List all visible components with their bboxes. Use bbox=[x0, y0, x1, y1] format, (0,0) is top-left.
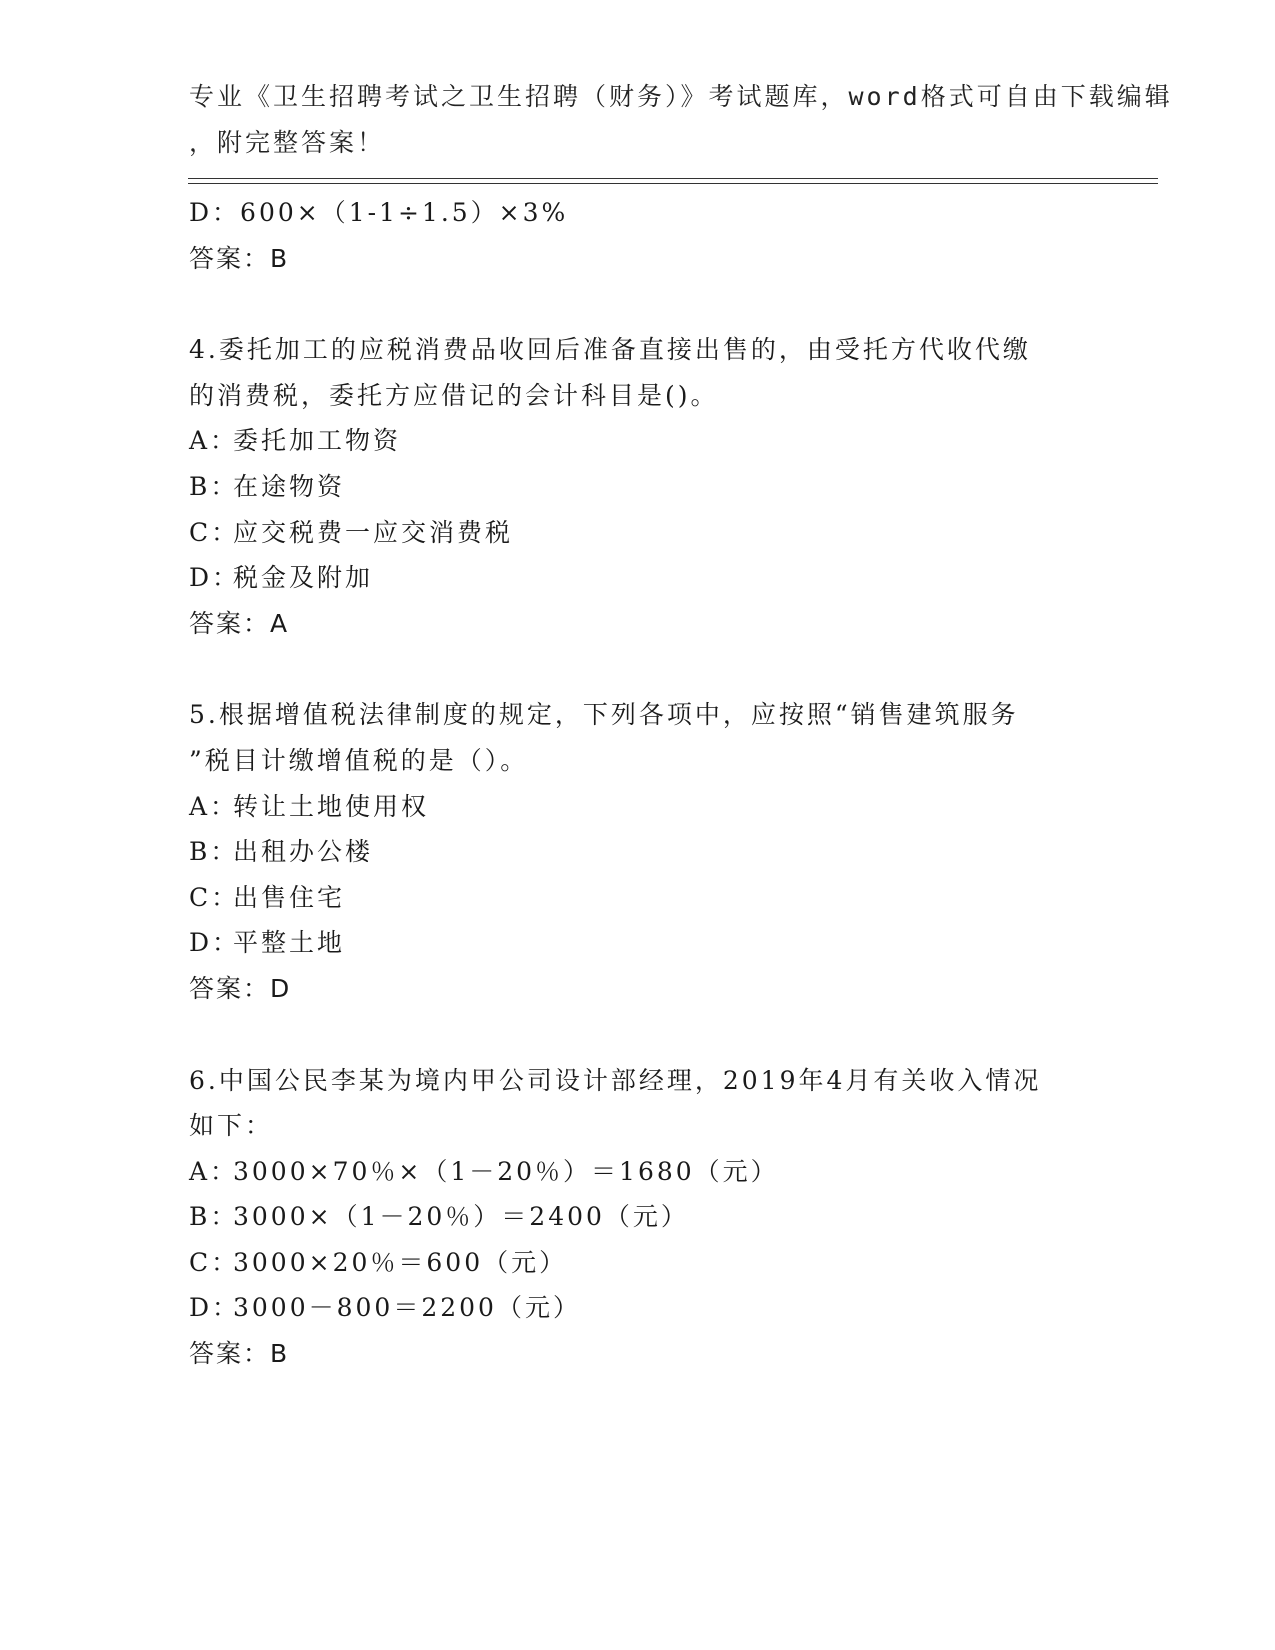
carryover-option-d: D：600×（1-1÷1.5）×3% bbox=[189, 198, 569, 227]
header-divider-bottom bbox=[188, 183, 1158, 184]
option-letter: C： bbox=[189, 882, 240, 912]
question-stem-line: 如下： bbox=[189, 1111, 274, 1141]
option-b bbox=[189, 1194, 1089, 1240]
option-text: 应交税费一应交消费税 bbox=[233, 517, 514, 547]
option-c bbox=[189, 1240, 1089, 1286]
option-c bbox=[189, 875, 1089, 921]
option-text: 平整土地 bbox=[233, 928, 346, 958]
question-5 bbox=[189, 692, 1089, 1011]
question-answer: 答案：D bbox=[189, 973, 292, 1003]
document-body bbox=[189, 190, 1089, 1377]
option-b bbox=[189, 829, 1089, 875]
option-letter: A： bbox=[189, 791, 239, 821]
question-stem-line: 6.中国公民李某为境内甲公司设计部经理，2019年4月有关收入情况 bbox=[189, 1065, 1042, 1095]
spacer bbox=[189, 1012, 1089, 1058]
option-text: 出售住宅 bbox=[233, 882, 346, 912]
option-b bbox=[189, 464, 1089, 510]
option-c bbox=[189, 510, 1089, 556]
spacer bbox=[189, 281, 1089, 327]
carryover-answer: 答案：B bbox=[189, 243, 290, 273]
question-stem-line: 5.根据增值税法律制度的规定，下列各项中，应按照“销售建筑服务 bbox=[189, 700, 1019, 730]
option-letter: D： bbox=[189, 1293, 241, 1323]
question-answer: 答案：B bbox=[189, 1339, 290, 1369]
option-text: 在途物资 bbox=[233, 471, 346, 501]
option-letter: B： bbox=[189, 837, 239, 867]
option-a bbox=[189, 784, 1089, 830]
option-text: 3000－800＝2200（元） bbox=[233, 1293, 581, 1323]
option-text: 3000×70％×（1－20％）＝1680（元） bbox=[233, 1156, 779, 1186]
document-header bbox=[189, 74, 1173, 165]
option-letter: A： bbox=[189, 426, 239, 456]
question-4 bbox=[189, 327, 1089, 646]
question-answer: 答案：A bbox=[189, 608, 290, 638]
header-line-2: ，附完整答案！ bbox=[189, 127, 386, 157]
option-a bbox=[189, 1149, 1089, 1195]
option-text: 3000×20％＝600（元） bbox=[233, 1247, 568, 1277]
option-letter: D： bbox=[189, 563, 241, 593]
option-d bbox=[189, 920, 1089, 966]
header-line-1: 专业《卫生招聘考试之卫生招聘（财务）》考试题库，word格式可自由下载编辑 bbox=[189, 82, 1173, 111]
option-letter: C： bbox=[189, 517, 240, 547]
option-text: 税金及附加 bbox=[233, 563, 374, 593]
option-letter: A： bbox=[189, 1156, 239, 1186]
question-stem-line: 4.委托加工的应税消费品收回后准备直接出售的，由受托方代收代缴 bbox=[189, 335, 1031, 365]
spacer bbox=[189, 646, 1089, 692]
option-text: 3000×（1－20％）＝2400（元） bbox=[233, 1202, 689, 1232]
option-letter: B： bbox=[189, 471, 239, 501]
question-stem-line: ”税目计缴增值税的是（）。 bbox=[189, 745, 529, 775]
option-letter: B： bbox=[189, 1202, 239, 1232]
question-6 bbox=[189, 1058, 1089, 1377]
question-stem-line: 的消费税，委托方应借记的会计科目是()。 bbox=[189, 380, 719, 410]
option-text: 出租办公楼 bbox=[233, 837, 374, 867]
option-d bbox=[189, 1285, 1089, 1331]
option-text: 委托加工物资 bbox=[233, 426, 402, 456]
header-divider-top bbox=[188, 178, 1158, 179]
option-d bbox=[189, 555, 1089, 601]
option-letter: D： bbox=[189, 928, 241, 958]
option-text: 转让土地使用权 bbox=[233, 791, 430, 821]
option-a bbox=[189, 418, 1089, 464]
option-letter: C： bbox=[189, 1247, 240, 1277]
carryover-block bbox=[189, 190, 1089, 281]
